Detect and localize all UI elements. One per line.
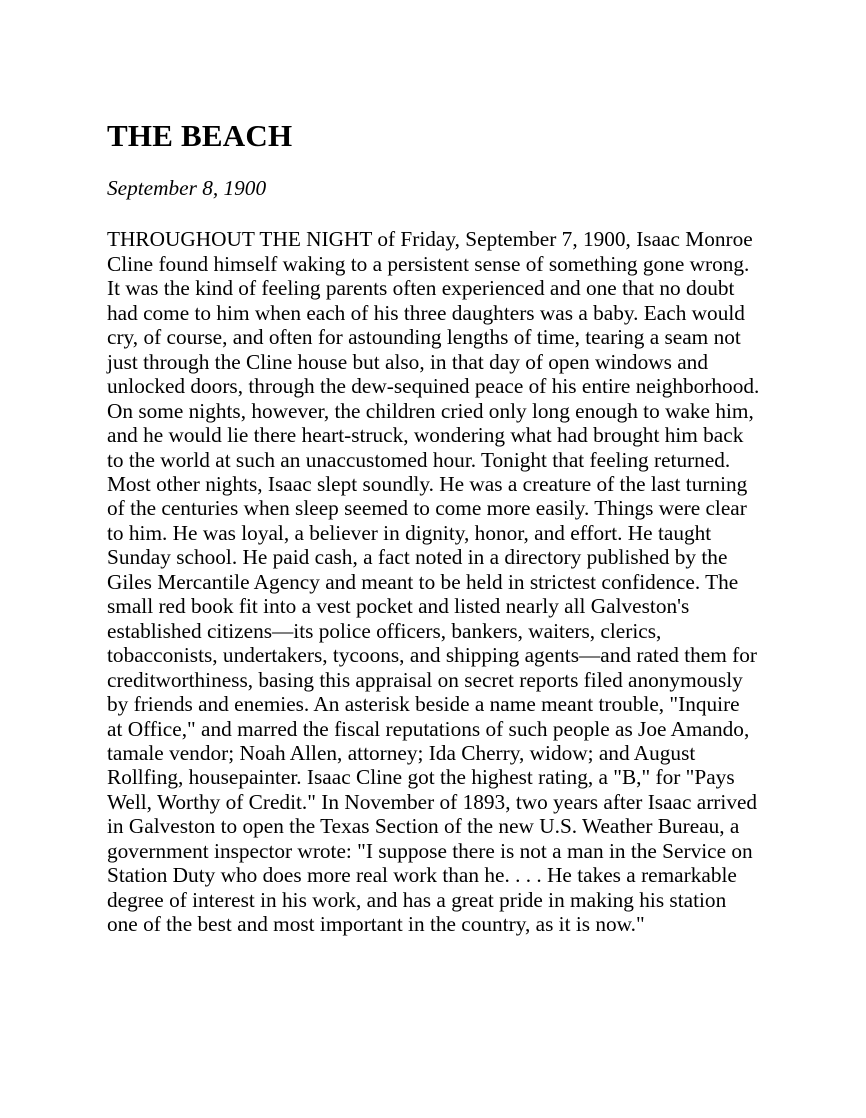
chapter-date: September 8, 1900 xyxy=(107,176,267,200)
chapter-paragraph: THROUGHOUT THE NIGHT of Friday, September 7, 1900, Isaac Monroe Cline found himself waking to a persistent sense of something gone wrong. It was the kind of feeling parents often experienced and one that no doubt had come to him when each of his three daughters was a baby. Each would cry, of course, and often for astounding lengths of time, tearing a seam not just through the Cline house but also, in that day of open windows and unlocked doors, through the dew-sequined peace of his entire neighborhood. On some nights, however, the children cried only long enough to wake him, and he would lie there heart-struck, wondering what had brought him back to the world at such an unaccustomed hour. Tonight that feeling returned. Most other nights, Isaac slept soundly. He was a creature of the last turning of the centuries when sleep seemed to come more easily. Things were clear to him. He was loyal, a believer in dignity, honor, and effort. He taught Sunday school. He paid cash, a fact noted in a directory published by the Giles Mercantile Agency and meant to be held in strictest confidence. The small red book fit into a vest pocket and listed nearly all Galveston's established citizens—its police officers, bankers, waiters, clerics, tobacconists, undertakers, tycoons, and shipping agents—and rated them for creditworthiness, basing this appraisal on secret reports filed anonymously by friends and enemies. An asterisk beside a name meant trouble, "Inquire at Office," and marred the fiscal reputations of such people as Joe Amando, tamale vendor; Noah Allen, attorney; Ida Cherry, widow; and August Rollfing, housepainter. Isaac Cline got the highest rating, a "B," for "Pays Well, Worthy of Credit." In November of 1893, two years after Isaac arrived in Galveston to open the Texas Section of the new U.S. Weather Bureau, a government inspector wrote: "I suppose there is not a man in the Service on Station Duty who does more real work than he. . . . He takes a remarkable degree of interest in his work, and has a great pride in making his station one of the best and most important in the country, as it is now." xyxy=(107,227,760,937)
chapter-title: THE BEACH xyxy=(107,118,293,153)
chapter-content xyxy=(107,0,760,937)
